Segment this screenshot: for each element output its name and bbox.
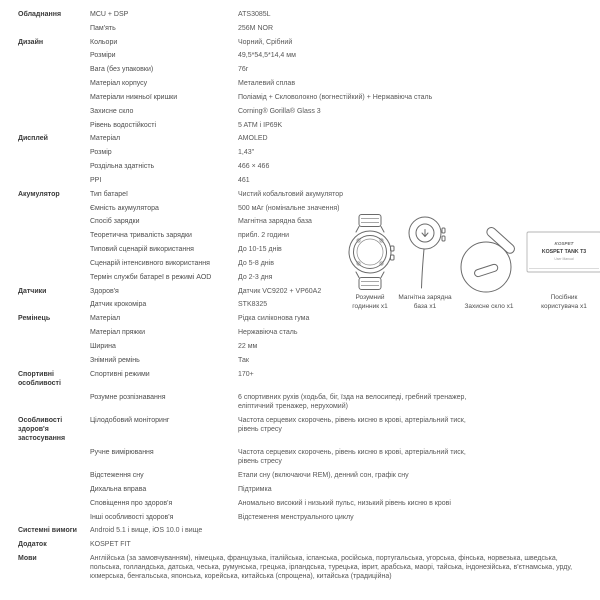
package-item-caption: Розумний годинник x1 bbox=[352, 294, 388, 310]
spec-value: Відстеження менструального циклу bbox=[238, 513, 354, 521]
spec-row bbox=[18, 370, 593, 388]
spec-value: AMOLED bbox=[238, 135, 268, 143]
spec-label: Матеріал пряжки bbox=[90, 329, 146, 337]
spec-value: Датчик VC9202 + VP60A2 bbox=[238, 287, 322, 295]
spec-label: Матеріал bbox=[90, 135, 121, 143]
spec-value: До 10-15 днів bbox=[238, 246, 282, 254]
spec-category: Акумулятор bbox=[18, 190, 60, 198]
spec-label: Теоретична тривалість зарядки bbox=[90, 232, 192, 240]
spec-value: Аномально високий і низький пульс, низький рівень кисню в крові bbox=[238, 499, 451, 507]
spec-label: Вага (без упаковки) bbox=[90, 66, 154, 74]
spec-label: Типовий сценарій використання bbox=[90, 246, 194, 254]
spec-label: Спосіб зарядки bbox=[90, 218, 140, 226]
spec-value: прибл. 2 години bbox=[238, 232, 290, 240]
spec-row bbox=[18, 393, 593, 411]
spec-category: Датчики bbox=[18, 287, 47, 295]
spec-row bbox=[18, 448, 593, 466]
spec-label: Тип батареї bbox=[90, 190, 128, 198]
spec-value: 5 ATM і IP69K bbox=[238, 121, 283, 129]
spec-row bbox=[18, 51, 593, 60]
spec-category: Особливості здоров'я застосування bbox=[18, 416, 66, 443]
spec-row bbox=[18, 10, 593, 19]
package-item-watch bbox=[344, 213, 396, 312]
spec-value: ATS3085L bbox=[238, 11, 271, 18]
smartwatch-icon bbox=[344, 213, 396, 291]
spec-value: 22 мм bbox=[238, 342, 258, 350]
spec-category: Додаток bbox=[18, 541, 47, 549]
spec-value: STK8325 bbox=[238, 301, 268, 309]
spec-row bbox=[18, 554, 593, 582]
spec-row bbox=[18, 328, 593, 337]
spec-value: Магнітна зарядна база bbox=[238, 218, 312, 226]
spec-value: Чистий кобальтовий акумулятор bbox=[238, 190, 343, 198]
spec-label: Пам'ять bbox=[90, 24, 116, 32]
package-item-manual bbox=[524, 213, 600, 312]
spec-value: Чорний, Срібний bbox=[238, 38, 293, 46]
protective-glass-icon bbox=[458, 222, 520, 300]
manual-brand-text: KOSPET bbox=[554, 241, 574, 246]
spec-label: Сповіщення про здоров'я bbox=[90, 499, 173, 507]
spec-value: До 5-8 днів bbox=[238, 259, 274, 267]
spec-label: Ручне вимірювання bbox=[90, 448, 154, 456]
manual-title-text: KOSPET TANK T3 bbox=[541, 249, 587, 255]
spec-value: Corning® Gorilla® Glass 3 bbox=[238, 107, 321, 115]
spec-value: Частота серцевих скорочень, рівень кисню в крові, артеріальний тиск, рівень стресу bbox=[238, 448, 466, 466]
spec-label: Матеріали нижньої кришки bbox=[90, 93, 178, 101]
spec-value: 49,5*54,5*14,4 мм bbox=[238, 52, 296, 60]
spec-value: Рідка силіконова гума bbox=[238, 315, 310, 323]
spec-row bbox=[18, 485, 593, 494]
package-item-charger bbox=[396, 213, 454, 312]
spec-value: 76г bbox=[238, 66, 249, 74]
spec-label: Роздільна здатність bbox=[90, 163, 155, 171]
spec-label: Цілодобовий моніторинг bbox=[90, 416, 170, 424]
spec-value: 500 мАг (номінальне значення) bbox=[238, 204, 340, 212]
spec-row bbox=[18, 148, 593, 157]
spec-label: PPI bbox=[90, 176, 102, 184]
spec-value: 461 bbox=[238, 176, 250, 184]
spec-row bbox=[18, 107, 593, 116]
spec-label: Термін служби батареї в режимі AOD bbox=[90, 273, 212, 281]
spec-label: Матеріал корпусу bbox=[90, 80, 148, 88]
spec-row bbox=[18, 176, 593, 185]
spec-category: Системні вимоги bbox=[18, 527, 77, 535]
spec-value: 466 × 466 bbox=[238, 163, 270, 171]
spec-row bbox=[18, 540, 593, 549]
spec-row bbox=[18, 79, 593, 88]
spec-label: MCU + DSP bbox=[90, 11, 129, 18]
spec-row bbox=[18, 471, 593, 480]
spec-row bbox=[18, 65, 593, 74]
spec-row bbox=[18, 38, 593, 47]
spec-row bbox=[18, 121, 593, 130]
spec-label: Датчик крокоміра bbox=[90, 301, 147, 309]
spec-label: Сценарій інтенсивного використання bbox=[90, 259, 210, 267]
spec-row bbox=[18, 416, 593, 444]
spec-label: Рівень водостійкості bbox=[90, 121, 157, 129]
spec-value: Так bbox=[238, 356, 249, 364]
spec-value: 170+ bbox=[238, 370, 254, 378]
spec-row bbox=[18, 204, 593, 213]
charging-base-icon bbox=[402, 213, 448, 291]
spec-value: Нержавіюча сталь bbox=[238, 329, 298, 337]
spec-label: Відстеження сну bbox=[90, 472, 144, 480]
spec-value: 1,43" bbox=[238, 149, 255, 157]
spec-row bbox=[18, 93, 593, 102]
spec-category: Дисплей bbox=[18, 135, 48, 143]
spec-label: Дихальна вправа bbox=[90, 485, 147, 493]
spec-category: Обладнання bbox=[18, 11, 62, 18]
spec-value: Android 5.1 і вище, iOS 10.0 і вище bbox=[90, 527, 203, 535]
spec-row bbox=[18, 134, 593, 143]
package-item-caption: Магнітна зарядна база x1 bbox=[398, 294, 452, 310]
user-manual-icon bbox=[524, 213, 600, 291]
manual-subtitle-text: User Manual bbox=[554, 257, 574, 261]
spec-label: Розумне розпізнавання bbox=[90, 393, 166, 401]
spec-value: Металевий сплав bbox=[238, 80, 296, 88]
spec-value: Підтримка bbox=[238, 485, 272, 493]
spec-value: До 2-3 дня bbox=[238, 273, 273, 281]
package-item-glass bbox=[454, 222, 524, 312]
spec-value: 6 спортивних рухів (ходьба, біг, їзда на велосипеді, гребний тренажер, еліптичний тренажер, нерухомий) bbox=[238, 393, 467, 410]
spec-label: Розміри bbox=[90, 52, 116, 60]
spec-label: Інші особливості здоров'я bbox=[90, 513, 174, 521]
package-item-caption: Захисне скло x1 bbox=[464, 302, 514, 310]
spec-row bbox=[18, 24, 593, 33]
spec-value: Поліамід + Скловолокно (вогнестійкий) + Нержавіюча сталь bbox=[238, 93, 433, 101]
package-item-caption: Посібник користувача x1 bbox=[541, 294, 587, 310]
spec-label: Ємність акумулятора bbox=[90, 204, 159, 212]
spec-row bbox=[18, 526, 593, 535]
spec-value: Англійська (за замовчуванням), німецька, французька, італійська, іспанська, російська, португальська, угорська, фінська, норвезька, шведська, польська, голландська, датська, чеська, румунська, грецька, ірландська, турецька, іврит, арабська, маорі, тайська, індонезійська, в'єтнамська, урду, кхмерська, бенгальська, японська, корейська, китайська (спрощена), китайська (традиційна) bbox=[90, 554, 573, 581]
spec-row bbox=[18, 342, 593, 351]
spec-label: Розмір bbox=[90, 149, 112, 157]
spec-row bbox=[18, 499, 593, 508]
spec-label: Ширина bbox=[90, 342, 116, 350]
spec-value: 256M NOR bbox=[238, 24, 274, 32]
spec-category: Мови bbox=[18, 554, 37, 562]
spec-row bbox=[18, 356, 593, 365]
spec-value: KOSPET FIT bbox=[90, 541, 131, 549]
spec-value: Етапи сну (включаючи REM), денний сон, графік сну bbox=[238, 472, 409, 480]
spec-row bbox=[18, 314, 593, 323]
spec-label: Здоров'я bbox=[90, 287, 119, 295]
spec-label: Матеріал bbox=[90, 315, 121, 323]
spec-category: Спортивні особливості bbox=[18, 370, 61, 387]
spec-label: Захисне скло bbox=[90, 107, 134, 115]
package-contents bbox=[344, 213, 596, 312]
spec-category: Дизайн bbox=[18, 38, 44, 46]
spec-label: Знімний ремінь bbox=[90, 356, 140, 364]
spec-category: Ремінець bbox=[18, 315, 51, 323]
spec-row bbox=[18, 513, 593, 522]
spec-label: Спортивні режими bbox=[90, 370, 150, 378]
spec-value: Частота серцевих скорочень, рівень кисню в крові, артеріальний тиск, рівень стресу bbox=[238, 416, 466, 433]
spec-row bbox=[18, 162, 593, 171]
spec-label: Кольори bbox=[90, 38, 118, 46]
spec-row bbox=[18, 190, 593, 199]
